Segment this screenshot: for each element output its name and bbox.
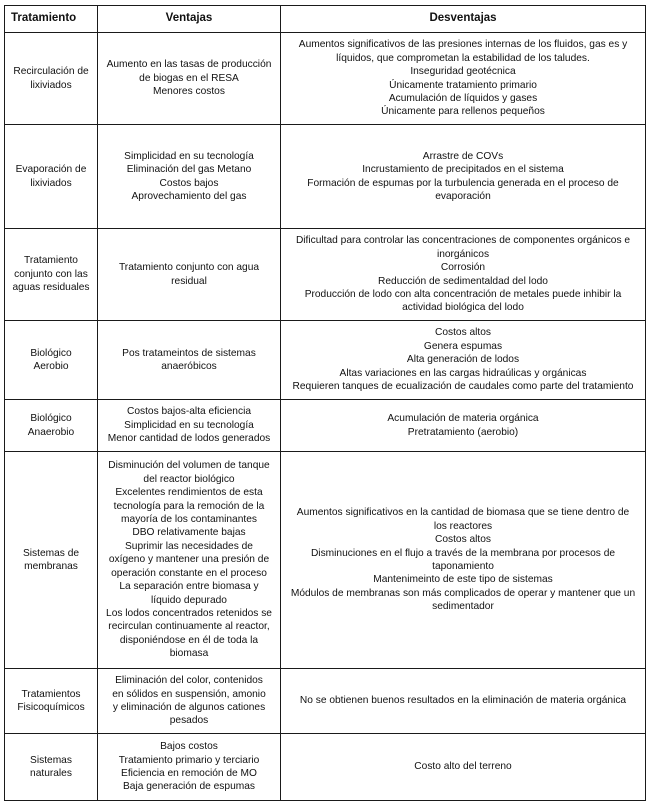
ventajas-line: del reactor biológico [143,473,235,485]
ventajas-line: anaeróbicos [161,361,217,372]
table-row [5,452,646,669]
header-tratamiento: Tratamiento [5,6,98,33]
ventajas-line: Simplicidad en su tecnología [124,150,254,162]
ventajas-line: Tratamiento conjunto con agua [118,262,260,274]
tratamiento-line: membranas [24,561,78,572]
table-row [5,125,646,229]
tratamiento-line: Anaerobio [27,426,75,438]
tratamiento-cell [5,229,98,321]
tratamiento-cell [5,452,98,669]
ventajas-line: Baja generación de espumas [123,781,255,793]
desventajas-line: Producción de lodo con alta concentración de metales puede inhibir la [304,288,622,300]
ventajas-line: Aumento en las tasas de producción [106,59,272,71]
desventajas-line: Costos altos [434,534,492,546]
desventajas-line: Acumulación de líquidos y gases [388,92,538,104]
ventajas-line: Eficiencia en remoción de MO [121,768,257,779]
ventajas-line: de biogas en el RESA [139,72,239,84]
ventajas-cell [98,452,281,669]
desventajas-cell [281,734,646,801]
desventajas-line: actividad biológica del lodo [402,302,524,314]
header-row [5,6,646,33]
desventajas-line: Módulos de membranas son más complicados de operar y mantener que un [290,587,636,599]
desventajas-line: No se obtienen buenos resultados en la eliminación de materia orgánica [299,695,627,707]
ventajas-line: líquido depurado [151,594,227,606]
desventajas-line: taponamiento [432,561,494,572]
ventajas-line: DBO relativamente bajas [132,527,246,539]
ventajas-line: Costos bajos [159,177,219,189]
desventajas-line: Aumentos significativos de las presiones internas de los fluidos, gas es y [298,39,628,51]
ventajas-line: residual [171,275,207,287]
tratamiento-line: Biológico [30,347,72,359]
ventajas-cell [98,321,281,400]
ventajas-line: mayoría de los contaminantes [121,514,257,526]
desventajas-line: Costo alto del terreno [414,761,512,773]
tratamiento-line: Sistemas de [22,547,80,559]
desventajas-cell [281,229,646,321]
desventajas-line: Reducción de sedimentaldad del lodo [378,275,548,287]
ventajas-line: biomasa [169,648,209,660]
ventajas-line: Eliminación del gas Metano [126,164,252,176]
desventajas-line: Formación de espumas por la turbulencia generada en el proceso de [307,177,619,189]
ventajas-line: Pos tratameintos de sistemas [122,347,256,359]
tratamiento-line: Evaporación de [15,164,87,176]
tratamiento-cell [5,33,98,125]
ventajas-line: Suprimir las necesidades de [125,540,253,552]
ventajas-line: Tratamiento primario y terciario [118,754,260,766]
tratamiento-line: lixiviados [30,177,72,189]
table-row [5,33,646,125]
desventajas-line: líquidos, que comprometan la estabilidad de los taludes. [336,52,590,64]
tratamiento-line: naturales [30,768,72,779]
tratamiento-cell [5,400,98,452]
desventajas-cell [281,400,646,452]
ventajas-line: Costos bajos-alta eficiencia [126,406,251,418]
tratamiento-line: conjunto con las [14,268,88,280]
ventajas-line: Menor cantidad de lodos generados [107,433,271,445]
tratamiento-cell [5,734,98,801]
table-row [5,669,646,734]
ventajas-line: recirculan continuamente al reactor, [108,621,270,633]
tratamiento-line: Tratamientos [21,688,81,700]
desventajas-line: Incrustamiento de precipitados en el sistema [362,164,564,176]
ventajas-line: Los lodos concentrados retenidos se [106,607,272,619]
desventajas-line: Únicamente tratamiento primario [389,79,537,91]
ventajas-line: pesados [169,715,209,727]
ventajas-cell [98,229,281,321]
desventajas-line: Requieren tanques de ecualización de caudales como parte del tratamiento [292,381,634,393]
desventajas-cell [281,321,646,400]
ventajas-cell [98,400,281,452]
tratamiento-cell [5,321,98,400]
tratamiento-line: lixiviados [30,79,72,91]
table-row [5,400,646,452]
table-row [5,321,646,400]
desventajas-line: Únicamente para rellenos pequeños [381,106,545,118]
desventajas-line: Altas variaciones en las cargas hidraúlicas y orgánicas [339,367,587,379]
ventajas-cell [98,669,281,734]
desventajas-line: evaporación [435,190,491,202]
ventajas-line: oxígeno y mantener una presión de [108,554,270,566]
tratamiento-line: Sistemas [30,754,72,766]
ventajas-line: Excelentes rendimientos de esta [115,487,263,499]
treatment-comparison-table [4,5,646,801]
ventajas-line: disponiéndose en él de toda la [119,634,259,646]
ventajas-line: Menores costos [153,86,225,98]
ventajas-cell [98,734,281,801]
ventajas-line: Simplicidad en su tecnología [124,419,254,431]
ventajas-line: operación constante en el proceso [111,567,267,579]
desventajas-line: Dificultad para controlar las concentraciones de componentes orgánicos e [295,235,631,247]
header-ventajas: Ventajas [98,6,281,33]
header-desventajas: Desventajas [281,6,646,33]
desventajas-line: sedimentador [432,601,494,613]
ventajas-cell [98,33,281,125]
desventajas-line: Acumulación de materia orgánica [387,413,539,425]
ventajas-line: Aprovechamiento del gas [131,190,247,202]
tratamiento-line: Aerobio [33,361,69,372]
tratamiento-line: aguas residuales [12,282,90,294]
desventajas-line: Disminuciones en el flujo a través de la membrana por procesos de [310,547,616,559]
table-body [5,33,646,801]
tratamiento-line: Biológico [30,413,72,425]
desventajas-line: Aumentos significativos en la cantidad de biomasa que se tiene dentro de [296,507,630,519]
desventajas-cell [281,669,646,734]
desventajas-cell [281,452,646,669]
table-row [5,229,646,321]
ventajas-line: La separación entre biomasa y [119,581,259,593]
desventajas-cell [281,125,646,229]
desventajas-line: Genera espumas [423,340,503,352]
desventajas-line: Arrastre de COVs [422,150,504,162]
desventajas-line: Inseguridad geotécnica [410,66,516,78]
desventajas-line: inorgánicos [436,248,490,260]
ventajas-line: y eliminación de algunos cationes [112,702,266,713]
tratamiento-line: Recirculación de [13,66,89,78]
desventajas-line: Pretratamiento (aerobio) [407,426,519,438]
table-header [5,6,646,33]
ventajas-line: Disminución del volumen de tanque [108,460,270,472]
desventajas-line: Mantenimeinto de este tipo de sistemas [373,574,553,586]
ventajas-line: Bajos costos [160,741,218,753]
treatment-comparison-table-wrapper [4,5,646,801]
ventajas-line: tecnología para la remoción de la [113,500,265,512]
desventajas-line: los reactores [433,520,493,532]
ventajas-cell [98,125,281,229]
tratamiento-line: Fisicoquímicos [17,702,85,713]
desventajas-line: Costos altos [434,327,492,339]
table-row [5,734,646,801]
tratamiento-line: Tratamiento [24,255,78,267]
desventajas-cell [281,33,646,125]
ventajas-line: en sólidos en suspensión, amonio [112,688,266,700]
tratamiento-cell [5,669,98,734]
tratamiento-cell [5,125,98,229]
ventajas-line: Eliminación del color, contenidos [115,675,263,687]
desventajas-line: Corrosión [440,262,486,274]
desventajas-line: Alta generación de lodos [406,354,520,366]
